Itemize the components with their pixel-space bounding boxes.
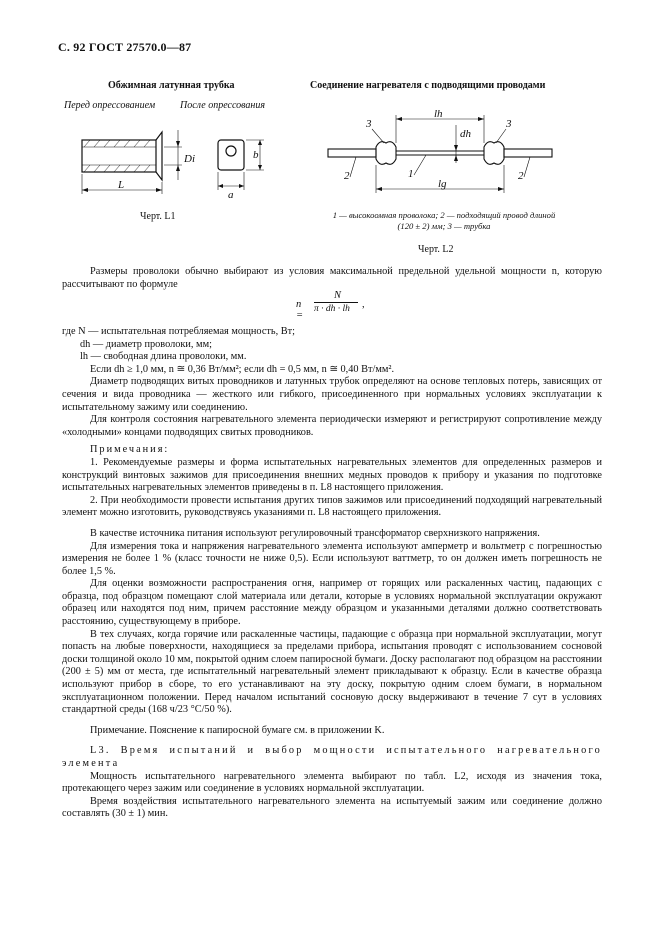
where-block [62,326,602,821]
mark-3-right: 3 [506,118,512,130]
dim-a: a [228,189,234,201]
tube-right [484,142,504,165]
para-4: В качестве источника питания используют регулировочный трансформатор сверхнизкого напряжения. [90,527,540,539]
dim-dh: dh [460,128,471,140]
fig1-caption: Обжимная латунная трубка [108,80,235,91]
fig1-drawing [70,120,280,208]
where-line-4: Если dh ≥ 1,0 мм, n ≅ 0,36 Вт/мм²; если dh = 0,5 мм, n ≅ 0,40 Вт/мм². [90,363,395,375]
section-l3-title: L3. Время испытаний и выбор мощности испытательного нагревательного элемента [62,745,602,769]
fig2-name: Черт. L2 [418,244,454,255]
where-line-1: где N — испытательная потребляемая мощность, Вт; [62,326,295,337]
dim-lh: lh [434,108,443,120]
where-line-3: lh — свободная длина проволоки, мм. [80,351,247,363]
fig2-drawing [320,105,570,197]
dim-b: b [253,149,259,161]
lead-left [328,149,376,157]
body-text-top [62,266,602,291]
para-7: В тех случаях, когда горячие или раскаленные частицы, падающие с образца при нормальной эксплуатации, могут попасть на любые поверхности, находящиеся за пределами прибора, испытания проводят с использованием сосновой доски толщиной около 10 мм, покрытой одним слоем папиросной бумаги. Доску располагают под образцом на расстоянии (200 ± 5) мм от места, где испытательный нагревательный элемент прикладывают к образцу. Если в качестве образца используют прибор в сборе, то его устанавливают на эту доску, покрытую одним слоем бумаги, в нормальном эксплуатационном положении. Перед началом испытаний сосновую доску выдерживают в течение 7 сут в условиях стандартной среды (168 ч/23 °С/50 %). [62,628,602,716]
lead-right [504,149,552,157]
tube-body [82,140,156,172]
para-1: Размеры проволоки обычно выбирают из условия максимальной предельной удельной мощности n, которую рассчитывают по формуле [62,266,602,290]
page-header: С. 92 ГОСТ 27570.0—87 [58,40,192,54]
mark-3-left: 3 [366,118,372,130]
where-line-2: dh — диаметр проволоки, мм; [80,338,212,350]
note-3: Примечание. Пояснение к папиросной бумаге см. в приложении K. [90,724,385,736]
para-8: Мощность испытательного нагревательного элемента выбирают по табл. L2, исходя из значения тока, протекающего через зажим или соединение в условиях нормальной эксплуатации. [62,770,602,795]
tube-flange [156,132,162,180]
fig1-name: Черт. L1 [140,211,176,222]
fig1-after-label: После опрессования [180,100,266,111]
dim-Di: Di [184,153,195,165]
fig1-before-label: Перед опрессованием [64,100,156,111]
dim-L: L [118,179,125,191]
para-9: Время воздействия испытательного нагревательного элемента на испытуемый зажим или соединение должно составлять (30 ± 1) мин. [62,795,602,820]
fig2-legend: 1 — высокоомная проволока; 2 — подходящий провод длиной (120 ± 2) мм; 3 — трубка [332,210,556,231]
mark-2-left: 2 [344,170,350,182]
notes-title: Примечания: [90,444,170,456]
para-3: Для контроля состояния нагревательного элемента периодически измеряют и регистрируют сопротивление между «холодными» концами подводящих свитых проводников. [62,414,602,438]
note-2: 2. При необходимости провести испытания других типов зажимов или присоединений подходящий нагревательный элемент можно изготовить, руководствуясь указаниями п. L8 настоящего приложения. [62,494,602,519]
para-5: Для измерения тока и напряжения нагревательного элемента используют амперметр и вольтметр с погрешностью измерения не более 1 % (класс точности не ниже 0,5). Если используют ваттметр, то он должен иметь погрешность не более 1,5 %. [62,540,602,577]
mark-1: 1 [408,168,414,180]
crimped-tube [218,140,244,170]
note-1: 1. Рекомендуемые размеры и форма испытательных нагревательных элементов для определенных размеров и конструкций винтовых зажимов для присоединения внешних медных проводов к прибору и указания по подготовке испытательных нагревательных элементов приведены в п. L8 настоящего приложения. [62,456,602,494]
dim-lg: lg [438,178,447,190]
para-2: Диаметр подводящих витых проводников и латунных трубок определяют на основе тепловых потерь, зависящих от сечения и вида проводника — жесткого или гибкого, присоединенного при нормальных условиях эксплуатации к испытательному зажиму или соединению. [62,376,602,413]
fig2-caption: Соединение нагревателя с подводящими проводами [310,80,546,91]
para-6: Для оценки возможности распространения огня, например от горящих или раскаленных частиц, падающих с образца, под образцом помещают слой материала или детали, которые в условиях нормальной эксплуатации окружают образец или находятся под ним, причем расстояние между образцом и указанными деталями должно соответствовать расстоянию, существующему в приборе. [62,578,602,628]
mark-2-right: 2 [518,170,524,182]
tube-left [376,142,396,165]
